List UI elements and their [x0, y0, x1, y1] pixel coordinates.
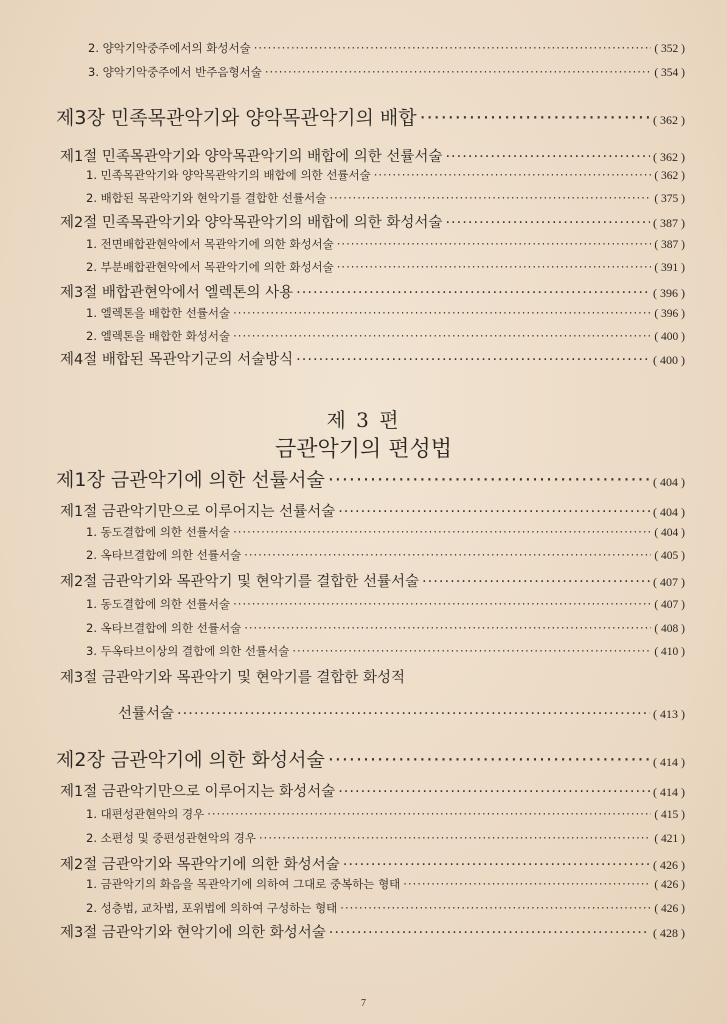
- leader-dots: [445, 215, 650, 231]
- toc-entry-label: 2. 부분배합관현악에서 목관악기에 의한 화성서술: [86, 260, 334, 274]
- leader-dots: [329, 925, 650, 941]
- toc-chapter: [56, 465, 685, 492]
- toc-entry-page: ( 426 ): [654, 879, 685, 891]
- toc-section-label: 제3절 금관악기와 목관악기 및 현악기를 결합한 화성적: [60, 670, 406, 686]
- toc-entry-label: 1. 전면배합관현악에서 목관악기에 의한 화성서술: [86, 237, 334, 251]
- page-number: 7: [361, 998, 366, 1009]
- toc-entry-label: 3. 양악기악중주에서 반주음형서술: [88, 65, 262, 79]
- toc-entry-page: ( 404 ): [653, 475, 685, 489]
- toc-entry: [86, 596, 685, 612]
- leader-dots: [177, 706, 650, 722]
- leader-dots: [233, 329, 651, 343]
- toc-section: [60, 500, 685, 521]
- toc-section: [60, 211, 685, 232]
- toc-entry-label: 2. 양악기악중주에서의 화성서술: [88, 41, 251, 55]
- toc-section-label: 제2절 금관악기와 목관악기 및 현악기를 결합한 선률서술: [60, 574, 420, 590]
- toc-section: [60, 780, 685, 801]
- toc-entry-page: ( 408 ): [654, 623, 685, 635]
- toc-entry-page: ( 391 ): [654, 262, 685, 274]
- toc-section: [60, 853, 685, 874]
- toc-entry-page: ( 352 ): [654, 43, 685, 55]
- leader-dots: [422, 574, 650, 590]
- leader-dots: [328, 749, 650, 771]
- leader-dots: [328, 469, 650, 491]
- toc-section: [60, 281, 685, 302]
- leader-dots: [244, 621, 651, 635]
- part-title: 금관악기의 편성법: [274, 437, 452, 462]
- toc-entry: [86, 328, 685, 344]
- leader-dots: [254, 41, 652, 55]
- leader-dots: [338, 504, 650, 520]
- toc-entry-page: ( 405 ): [654, 550, 685, 562]
- leader-dots: [445, 149, 650, 165]
- toc-section: [60, 570, 685, 591]
- toc-chapter: [56, 745, 685, 772]
- leader-dots: [259, 831, 651, 845]
- toc-entry-page: ( 414 ): [653, 785, 685, 799]
- toc-entry: [86, 236, 685, 252]
- leader-dots: [340, 901, 651, 915]
- toc-chapter-label: 제2장 금관악기에 의한 화성서술: [56, 749, 325, 771]
- toc-entry-page: ( 404 ): [654, 527, 685, 539]
- leader-dots: [233, 306, 651, 320]
- toc-entry: [86, 305, 685, 321]
- toc-entry-page: ( 415 ): [654, 809, 685, 821]
- toc-entry-page: ( 407 ): [654, 599, 685, 611]
- toc-entry-label: 1. 민족목관악기와 양악목관악기의 배합에 의한 선률서술: [86, 168, 371, 182]
- toc-entry-label: 2. 배합된 목관악기와 현악기를 결합한 선률서술: [86, 191, 327, 205]
- toc-entry-label: 1. 엘렉톤을 배합한 선률서술: [86, 306, 231, 320]
- toc-entry-page: ( 396 ): [653, 286, 685, 300]
- toc-entry-label: 1. 금관악기의 화음을 목관악기에 의하여 그대로 중복하는 형태: [86, 877, 401, 891]
- toc-entry-label: 2. 옥타브결합에 의한 선률서술: [86, 548, 242, 562]
- leader-dots: [329, 191, 651, 205]
- toc-entry: [86, 620, 685, 636]
- toc-entry-page: ( 413 ): [653, 707, 685, 721]
- toc-chapter-label: 제1장 금관악기에 의한 선률서술: [56, 469, 325, 491]
- toc-section-label: 제2절 민족목관악기와 양악목관악기의 배합에 의한 화성서술: [60, 215, 443, 231]
- toc-section-label: 제4절 배합된 목관악기군의 서술방식: [60, 352, 294, 368]
- toc-entry-page: ( 404 ): [653, 505, 685, 519]
- toc-entry-label: 2. 엘렉톤을 배합한 화성서술: [86, 329, 231, 343]
- part-number: 제 3 편: [326, 408, 401, 432]
- toc-entry-label: 1. 대편성관현악의 경우: [86, 807, 205, 821]
- leader-dots: [265, 65, 652, 79]
- leader-dots: [296, 285, 650, 301]
- toc-section-label: 제3절 배합관현악에서 엘렉톤의 사용: [60, 285, 294, 301]
- toc-entry-page: ( 400 ): [654, 331, 685, 343]
- leader-dots: [337, 260, 652, 274]
- toc-entry: [88, 40, 685, 56]
- toc-entry-page: ( 362 ): [653, 113, 685, 127]
- toc-entry-page: ( 426 ): [653, 858, 685, 872]
- leader-dots: [374, 168, 652, 182]
- leader-dots: [244, 548, 651, 562]
- toc-entry: [86, 547, 685, 563]
- toc-entry: [86, 524, 685, 540]
- toc-entry: [86, 167, 685, 183]
- toc-entry-page: ( 362 ): [653, 150, 685, 164]
- leader-dots: [337, 237, 652, 251]
- toc-entry-page: ( 387 ): [654, 239, 685, 251]
- toc-entry-page: ( 426 ): [654, 903, 685, 915]
- toc-entry: [86, 900, 685, 916]
- toc-entry-page: ( 362 ): [654, 170, 685, 182]
- toc-entry-page: ( 354 ): [654, 67, 685, 79]
- toc-entry-page: ( 428 ): [653, 926, 685, 940]
- leader-dots: [296, 352, 650, 368]
- toc-entry-label: 3. 두옥타브이상의 결합에 의한 선률서술: [86, 644, 290, 658]
- toc-entry-label: 2. 소편성 및 중편성관현악의 경우: [86, 831, 257, 845]
- toc-entry: [86, 190, 685, 206]
- toc-entry-label: 2. 성층법, 교차법, 포위법에 의하여 구성하는 형태: [86, 901, 338, 915]
- toc-section-label: 제3절 금관악기와 현악기에 의한 화성서술: [60, 925, 326, 941]
- toc-entry-page: ( 400 ): [653, 353, 685, 367]
- toc-entry-page: ( 396 ): [654, 308, 685, 320]
- toc-entry: [86, 643, 685, 659]
- toc-entry: [86, 259, 685, 275]
- leader-dots: [338, 784, 650, 800]
- leader-dots: [343, 857, 650, 873]
- toc-entry-label: 1. 동도결합에 의한 선률서술: [86, 525, 231, 539]
- leader-dots: [207, 807, 651, 821]
- leader-dots: [233, 525, 651, 539]
- toc-entry-label: 2. 옥타브결합에 의한 선률서술: [86, 621, 242, 635]
- toc-section-label: 제2절 금관악기와 목관악기에 의한 화성서술: [60, 857, 340, 873]
- toc-entry: [86, 830, 685, 846]
- toc-entry-page: ( 407 ): [653, 575, 685, 589]
- toc-entry: [88, 64, 685, 80]
- toc-section-label: 제1절 금관악기만으로 이루어지는 선률서술: [60, 504, 336, 520]
- toc-section-label: 선률서술: [118, 706, 175, 722]
- toc-entry-page: ( 387 ): [653, 216, 685, 230]
- toc-section: [60, 921, 685, 942]
- toc-chapter: [56, 103, 685, 130]
- toc-entry: [86, 806, 685, 822]
- toc-section-label: 제1절 금관악기만으로 이루어지는 화성서술: [60, 784, 336, 800]
- leader-dots: [233, 597, 651, 611]
- toc-section-label: 제1절 민족목관악기와 양악목관악기의 배합에 의한 선률서술: [60, 149, 443, 165]
- toc-section: [118, 702, 685, 723]
- toc-entry-page: ( 421 ): [654, 833, 685, 845]
- leader-dots: [420, 107, 650, 129]
- toc-section: [60, 145, 685, 166]
- toc-chapter-label: 제3장 민족목관악기와 양악목관악기의 배합: [56, 107, 417, 129]
- toc-entry-page: ( 414 ): [653, 755, 685, 769]
- toc-section: [60, 348, 685, 369]
- leader-dots: [403, 877, 651, 891]
- toc-entry-label: 1. 동도결합에 의한 선률서술: [86, 597, 231, 611]
- toc-entry-page: ( 375 ): [654, 193, 685, 205]
- toc-entry-page: ( 410 ): [654, 646, 685, 658]
- toc-entry: [86, 876, 685, 892]
- leader-dots: [292, 644, 651, 658]
